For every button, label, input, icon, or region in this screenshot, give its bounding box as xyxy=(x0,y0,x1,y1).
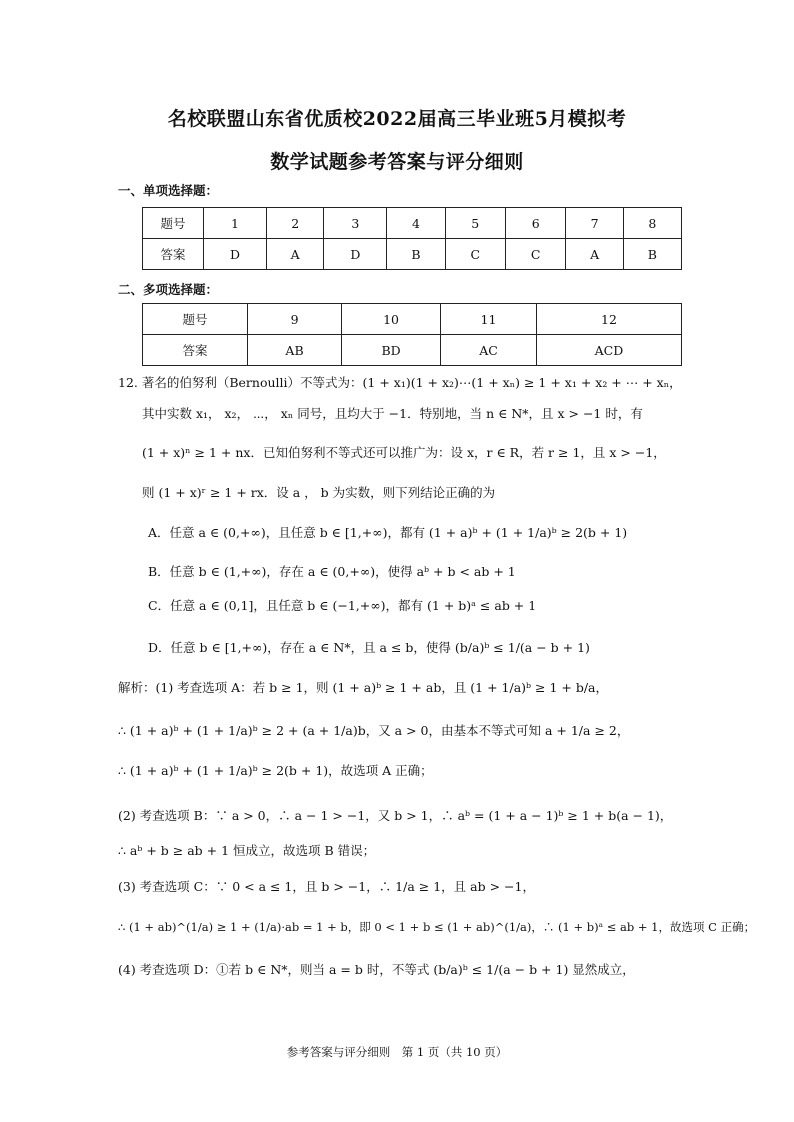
answer-cell: D xyxy=(324,239,387,270)
problem-12-statement: 12. 著名的伯努利（Bernoulli）不等式为：(1 + x₁)(1 + x₂)⋯(1 + xₙ) ≥ 1 + x₁ + x₂ + ⋯ + xₙ， xyxy=(118,375,682,390)
table-header-cell: 答案 xyxy=(143,335,248,366)
answer-cell: ACD xyxy=(536,335,681,366)
table-row xyxy=(143,304,682,335)
question-number-cell: 1 xyxy=(204,208,267,239)
answer-cell: AC xyxy=(441,335,537,366)
question-number-cell: 4 xyxy=(387,208,445,239)
answer-cell: C xyxy=(445,239,505,270)
question-number-cell: 6 xyxy=(505,208,565,239)
option-b: B．任意 b ∈ (1,+∞)，存在 a ∈ (0,+∞)，使得 aᵇ + b < ab + 1 xyxy=(148,564,516,579)
answer-cell: B xyxy=(387,239,445,270)
table-row xyxy=(143,208,682,239)
multi-choice-answer-table xyxy=(142,303,682,366)
question-number-cell: 3 xyxy=(324,208,387,239)
page-title: 名校联盟山东省优质校2022届高三毕业班5月模拟考 xyxy=(167,108,627,130)
page-subtitle: 数学试题参考答案与评分细则 xyxy=(270,151,524,173)
option-d: D．任意 b ∈ [1,+∞)，存在 a ∈ N*，且 a ≤ b，使得 (b/a)ᵇ ≤ 1/(a − b + 1) xyxy=(148,640,590,655)
question-number-cell: 2 xyxy=(267,208,324,239)
table-header-cell: 答案 xyxy=(143,239,204,270)
problem-12-text-line: 其中实数 x₁， x₂， ⋯， xₙ 同号，且均大于 −1．特别地，当 n ∈ N*，且 x > −1 时，有 xyxy=(142,406,643,421)
answer-cell: A xyxy=(267,239,324,270)
question-number-cell: 11 xyxy=(441,304,537,335)
answer-cell: AB xyxy=(248,335,342,366)
solution-line: 解析：(1) 考查选项 A：若 b ≥ 1，则 (1 + a)ᵇ ≥ 1 + ab，且 (1 + 1/a)ᵇ ≥ 1 + b/a， xyxy=(118,680,609,695)
question-number-cell: 9 xyxy=(248,304,342,335)
problem-12-text-line: (1 + x)ⁿ ≥ 1 + nx．已知伯努利不等式还可以推广为：设 x，r ∈ R，若 r ≥ 1，且 x > −1， xyxy=(142,445,666,460)
page-footer: 参考答案与评分细则 第 1 页（共 10 页） xyxy=(286,1045,508,1059)
answer-cell: D xyxy=(204,239,267,270)
problem-12-text-line: 则 (1 + x)ʳ ≥ 1 + rx．设 a ， b 为实数，则下列结论正确的为 xyxy=(142,485,496,500)
solution-line: (3) 考查选项 C：∵ 0 < a ≤ 1，且 b > −1，∴ 1/a ≥ 1，且 ab > −1， xyxy=(118,879,535,894)
answer-cell: BD xyxy=(342,335,441,366)
question-number-cell: 7 xyxy=(566,208,623,239)
table-header-cell: 题号 xyxy=(143,208,204,239)
solution-line: (2) 考查选项 B：∵ a > 0，∴ a − 1 > −1，又 b > 1，∴ aᵇ = (1 + a − 1)ᵇ ≥ 1 + b(a − 1)， xyxy=(118,808,673,823)
question-number-cell: 10 xyxy=(342,304,441,335)
question-number-cell: 12 xyxy=(536,304,681,335)
table-row xyxy=(143,239,682,270)
solution-line: ∴ (1 + ab)^(1/a) ≥ 1 + (1/a)·ab = 1 + b，即 0 < 1 + b ≤ (1 + ab)^(1/a)，∴ (1 + b)ᵃ ≤ ab + 1，故选项 C 正确； xyxy=(118,920,756,934)
table-header-cell: 题号 xyxy=(143,304,248,335)
answer-cell: A xyxy=(566,239,623,270)
solution-line: (4) 考查选项 D：①若 b ∈ N*，则当 a = b 时，不等式 (b/a)ᵇ ≤ 1/(a − b + 1) 显然成立， xyxy=(118,962,635,977)
solution-line: ∴ (1 + a)ᵇ + (1 + 1/a)ᵇ ≥ 2(b + 1)，故选项 A 正确； xyxy=(118,763,433,778)
single-choice-answer-table xyxy=(142,207,682,270)
table-row xyxy=(143,335,682,366)
question-number-cell: 8 xyxy=(623,208,681,239)
answer-cell: B xyxy=(623,239,681,270)
option-a: A．任意 a ∈ (0,+∞)，且任意 b ∈ [1,+∞)，都有 (1 + a)ᵇ + (1 + 1/a)ᵇ ≥ 2(b + 1) xyxy=(148,525,628,540)
question-number-cell: 5 xyxy=(445,208,505,239)
answer-cell: C xyxy=(505,239,565,270)
solution-line: ∴ aᵇ + b ≥ ab + 1 恒成立，故选项 B 错误； xyxy=(118,843,376,858)
section-heading-multi-choice: 二、多项选择题： xyxy=(118,282,219,297)
section-heading-single-choice: 一、单项选择题： xyxy=(118,183,219,198)
option-c: C．任意 a ∈ (0,1]，且任意 b ∈ (−1,+∞)，都有 (1 + b)ᵃ ≤ ab + 1 xyxy=(148,598,537,613)
solution-line: ∴ (1 + a)ᵇ + (1 + 1/a)ᵇ ≥ 2 + (a + 1/a)b，又 a > 0，由基本不等式可知 a + 1/a ≥ 2， xyxy=(118,723,630,738)
